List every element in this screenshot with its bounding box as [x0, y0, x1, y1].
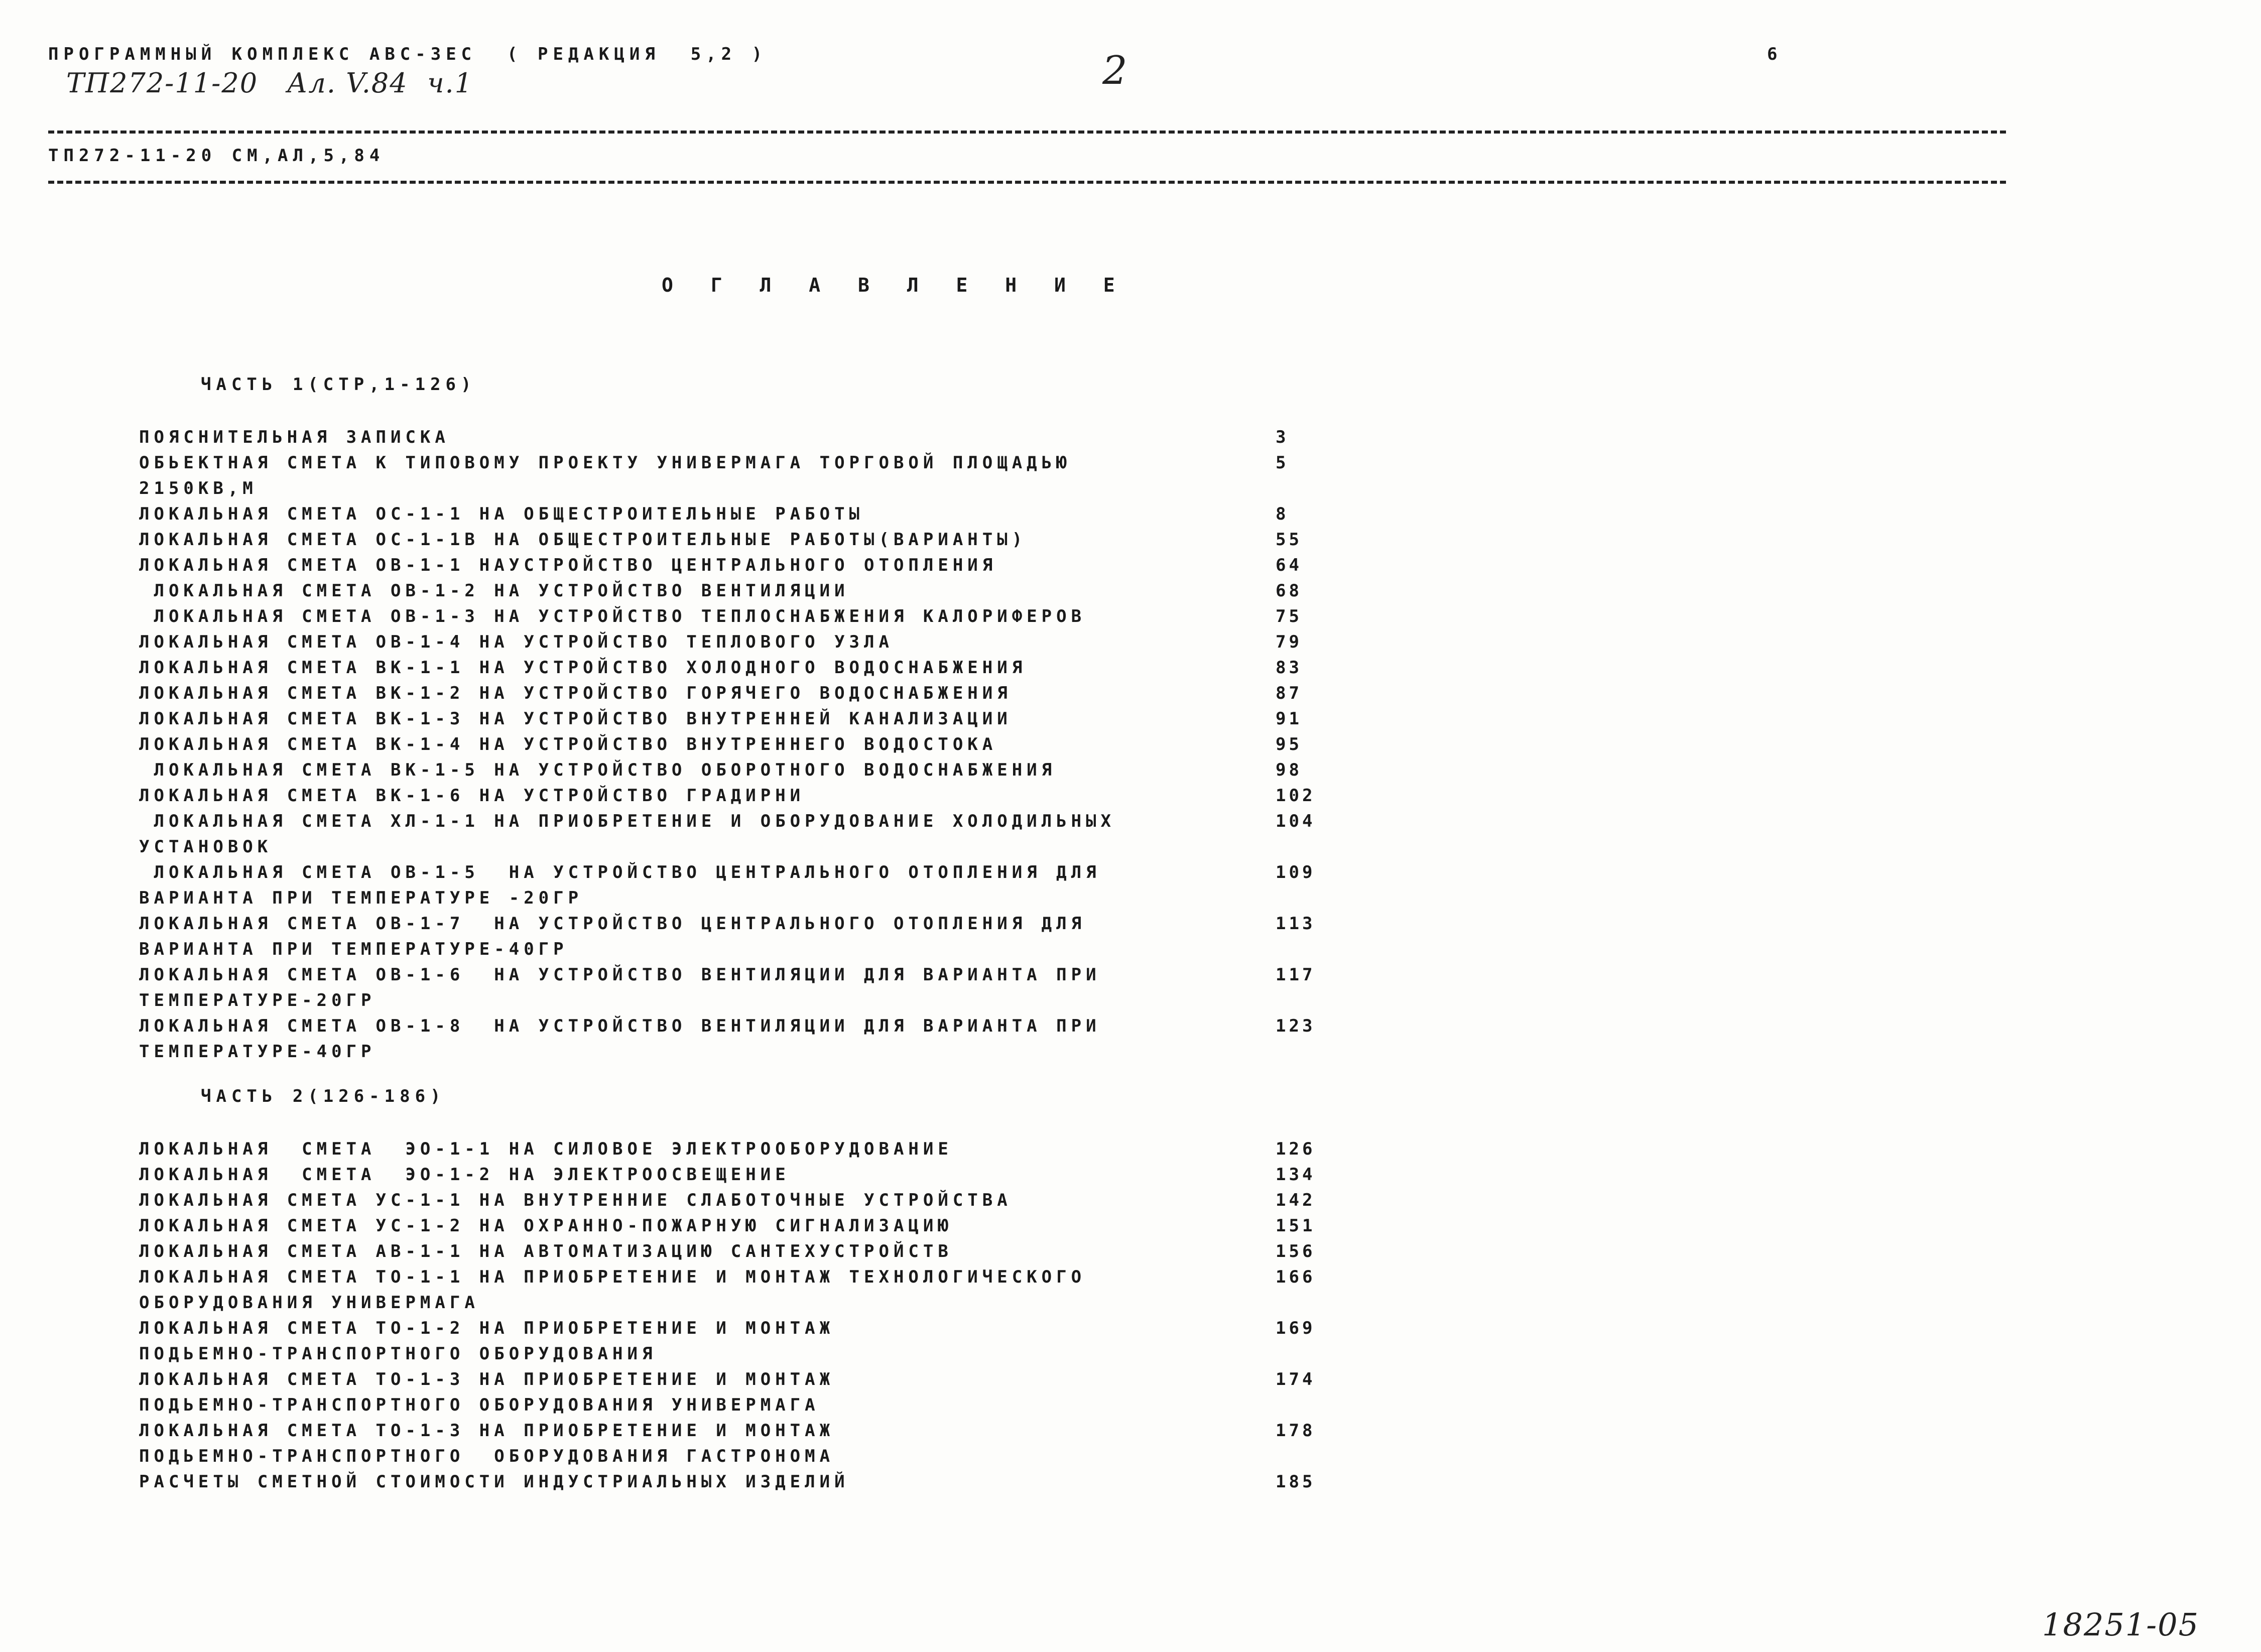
toc-entry-title: РАСЧЕТЫ СМЕТНОЙ СТОИМОСТИ ИНДУСТРИАЛЬНЫХ ИЗДЕЛИЙ	[139, 1472, 849, 1492]
toc-entry	[139, 757, 1334, 783]
toc-entry	[139, 809, 1334, 860]
toc-entry-title: ЛОКАЛЬНАЯ СМЕТА ОВ-1-5 НА УСТРОЙСТВО ЦЕНТРАЛЬНОГО ОТОПЛЕНИЯ ДЛЯ	[139, 862, 1101, 882]
toc-entry-page: 126	[1276, 1139, 1316, 1159]
toc-entry-title: ОБОРУДОВАНИЯ УНИВЕРМАГА	[139, 1293, 479, 1313]
toc-entry-page: 64	[1276, 555, 1302, 575]
part-heading: ЧАСТЬ 2(126-186)	[201, 1086, 446, 1106]
toc-entry-title: ЛОКАЛЬНАЯ СМЕТА ОС-1-1В НА ОБЩЕСТРОИТЕЛЬНЫЕ РАБОТЫ(ВАРИАНТЫ)	[139, 530, 1027, 550]
toc-entry	[139, 1136, 1334, 1162]
toc-entry-title: ВАРИАНТА ПРИ ТЕМПЕРАТУРЕ-40ГР	[139, 939, 568, 959]
toc-entry-page: 3	[1276, 427, 1289, 447]
toc-entry-page: 174	[1276, 1369, 1316, 1389]
toc-entry	[139, 553, 1334, 578]
toc-entry-page: 83	[1276, 658, 1302, 678]
doc-code: ТП272-11-20 СМ,АЛ,5,84	[48, 146, 385, 166]
toc-entry-page: 109	[1276, 862, 1316, 882]
toc-entry-title: ПОДЬЕМНО-ТРАНСПОРТНОГО ОБОРУДОВАНИЯ УНИВЕРМАГА	[139, 1395, 820, 1415]
toc-entry-page: 151	[1276, 1216, 1316, 1236]
toc-entry-title: ЛОКАЛЬНАЯ СМЕТА ТО-1-3 НА ПРИОБРЕТЕНИЕ И МОНТАЖ	[139, 1421, 835, 1441]
toc-entry-title: ЛОКАЛЬНАЯ СМЕТА ВК-1-1 НА УСТРОЙСТВО ХОЛОДНОГО ВОДОСНАБЖЕНИЯ	[139, 658, 1027, 678]
toc-entry-title: ОБЬЕКТНАЯ СМЕТА К ТИПОВОМУ ПРОЕКТУ УНИВЕРМАГА ТОРГОВОЙ ПЛОЩАДЬЮ	[139, 453, 1071, 473]
toc-entry-title: ЛОКАЛЬНАЯ СМЕТА ТО-1-2 НА ПРИОБРЕТЕНИЕ И МОНТАЖ	[139, 1318, 835, 1338]
page-number: 6	[1767, 44, 1783, 64]
toc-entry-title: ЛОКАЛЬНАЯ СМЕТА ОВ-1-7 НА УСТРОЙСТВО ЦЕНТРАЛЬНОГО ОТОПЛЕНИЯ ДЛЯ	[139, 914, 1086, 934]
toc-entry	[139, 425, 1334, 450]
toc-entry	[139, 706, 1334, 732]
toc-entry-title: ПОЯСНИТЕЛЬНАЯ ЗАПИСКА	[139, 427, 450, 447]
dashed-rule-bottom	[48, 181, 2006, 184]
toc-entry-page: 8	[1276, 504, 1289, 524]
toc-entry-title: ВАРИАНТА ПРИ ТЕМПЕРАТУРЕ -20ГР	[139, 888, 583, 908]
toc-entry-page: 98	[1276, 760, 1302, 780]
toc-entry	[139, 450, 1334, 501]
toc-entry-title: ЛОКАЛЬНАЯ СМЕТА ЭО-1-1 НА СИЛОВОЕ ЭЛЕКТРООБОРУДОВАНИЕ	[139, 1139, 953, 1159]
program-header: ПРОГРАММНЫЙ КОМПЛЕКС АВС-ЗЕС ( РЕДАКЦИЯ 5,2 )	[48, 44, 768, 64]
toc-entry-title: УСТАНОВОК	[139, 837, 273, 857]
toc-entry	[139, 1162, 1334, 1188]
toc-entry-title: ЛОКАЛЬНАЯ СМЕТА ВК-1-5 НА УСТРОЙСТВО ОБОРОТНОГО ВОДОСНАБЖЕНИЯ	[139, 760, 1057, 780]
toc-entry-page: 91	[1276, 709, 1302, 729]
toc-entry-page: 87	[1276, 683, 1302, 703]
toc-entry-page: 117	[1276, 965, 1316, 985]
toc-entry-title: ЛОКАЛЬНАЯ СМЕТА ТО-1-1 НА ПРИОБРЕТЕНИЕ И МОНТАЖ ТЕХНОЛОГИЧЕСКОГО	[139, 1267, 1086, 1287]
toc-entry-page: 185	[1276, 1472, 1316, 1492]
toc-entry-title: ЛОКАЛЬНАЯ СМЕТА ОВ-1-4 НА УСТРОЙСТВО ТЕПЛОВОГО УЗЛА	[139, 632, 894, 652]
toc-entry	[139, 681, 1334, 706]
toc-entry-page: 55	[1276, 530, 1302, 550]
toc-entry	[139, 911, 1334, 962]
toc-entry	[139, 578, 1334, 604]
toc-entry	[139, 783, 1334, 809]
part-heading: ЧАСТЬ 1(СТР,1-126)	[201, 374, 476, 395]
toc-entry-page: 68	[1276, 581, 1302, 601]
toc-entry	[139, 1418, 1334, 1469]
toc-entry-page: 75	[1276, 606, 1302, 626]
page-title: О Г Л А В Л Е Н И Е	[662, 274, 1128, 296]
toc-entry	[139, 962, 1334, 1013]
toc-entry-title: ПОДЬЕМНО-ТРАНСПОРТНОГО ОБОРУДОВАНИЯ	[139, 1344, 657, 1364]
toc-entry-title: ЛОКАЛЬНАЯ СМЕТА ОВ-1-6 НА УСТРОЙСТВО ВЕНТИЛЯЦИИ ДЛЯ ВАРИАНТА ПРИ	[139, 965, 1101, 985]
toc-entry	[139, 1367, 1334, 1418]
toc-entry-page: 178	[1276, 1421, 1316, 1441]
toc-entry-page: 123	[1276, 1016, 1316, 1036]
toc-entry-title: ЛОКАЛЬНАЯ СМЕТА ОВ-1-2 НА УСТРОЙСТВО ВЕНТИЛЯЦИИ	[139, 581, 849, 601]
toc-entry-page: 113	[1276, 914, 1316, 934]
toc-entry-title: ПОДЬЕМНО-ТРАНСПОРТНОГО ОБОРУДОВАНИЯ ГАСТРОНОМА	[139, 1446, 835, 1466]
toc-entry	[139, 1316, 1334, 1367]
toc-entry-title: ЛОКАЛЬНАЯ СМЕТА УС-1-2 НА ОХРАННО-ПОЖАРНУЮ СИГНАЛИЗАЦИЮ	[139, 1216, 953, 1236]
toc-entry-page: 134	[1276, 1165, 1316, 1185]
toc-entry	[139, 1469, 1334, 1495]
toc-entry-title: ЛОКАЛЬНАЯ СМЕТА ВК-1-6 НА УСТРОЙСТВО ГРАДИРНИ	[139, 786, 805, 806]
toc-entry	[139, 1013, 1334, 1065]
toc-entry	[139, 860, 1334, 911]
toc-entry	[139, 629, 1334, 655]
toc-entry	[139, 501, 1334, 527]
toc-entry	[139, 1264, 1334, 1316]
toc-entry-page: 102	[1276, 786, 1316, 806]
toc-entry	[139, 527, 1334, 553]
toc-entry-title: ЛОКАЛЬНАЯ СМЕТА ОВ-1-3 НА УСТРОЙСТВО ТЕПЛОСНАБЖЕНИЯ КАЛОРИФЕРОВ	[139, 606, 1086, 626]
toc-entry-page: 156	[1276, 1241, 1316, 1261]
toc-entry	[139, 732, 1334, 757]
toc-entry-title: ЛОКАЛЬНАЯ СМЕТА ОС-1-1 НА ОБЩЕСТРОИТЕЛЬНЫЕ РАБОТЫ	[139, 504, 864, 524]
toc-entry-title: ЛОКАЛЬНАЯ СМЕТА ВК-1-3 НА УСТРОЙСТВО ВНУТРЕННЕЙ КАНАЛИЗАЦИИ	[139, 709, 1012, 729]
toc-entry-page: 5	[1276, 453, 1289, 473]
toc-entry-page: 104	[1276, 811, 1316, 831]
toc-entry	[139, 1213, 1334, 1239]
toc-entry	[139, 604, 1334, 629]
toc-entry-title: ЛОКАЛЬНАЯ СМЕТА ОВ-1-1 НАУСТРОЙСТВО ЦЕНТРАЛЬНОГО ОТОПЛЕНИЯ	[139, 555, 997, 575]
toc-entry-page: 79	[1276, 632, 1302, 652]
toc-entry-page: 95	[1276, 734, 1302, 754]
toc-entry	[139, 1188, 1334, 1213]
toc-entry-title: ЛОКАЛЬНАЯ СМЕТА ТО-1-3 НА ПРИОБРЕТЕНИЕ И МОНТАЖ	[139, 1369, 835, 1389]
handwritten-page-mark: 2	[1102, 48, 1128, 93]
toc-entry-title: ЛОКАЛЬНАЯ СМЕТА ЭО-1-2 НА ЭЛЕКТРООСВЕЩЕНИЕ	[139, 1165, 790, 1185]
toc-entry-title: ЛОКАЛЬНАЯ СМЕТА ВК-1-2 НА УСТРОЙСТВО ГОРЯЧЕГО ВОДОСНАБЖЕНИЯ	[139, 683, 1012, 703]
handwritten-archive-number: 18251-05	[2042, 1606, 2200, 1643]
dashed-rule-top	[48, 131, 2006, 134]
toc-entry-page: 142	[1276, 1190, 1316, 1210]
toc-entry-title: ЛОКАЛЬНАЯ СМЕТА ВК-1-4 НА УСТРОЙСТВО ВНУТРЕННЕГО ВОДОСТОКА	[139, 734, 997, 754]
toc-entry-title: ТЕМПЕРАТУРЕ-40ГР	[139, 1042, 376, 1062]
handwritten-ref: ТП272-11-20 Ал. V.84 ч.1	[66, 67, 473, 99]
toc-entry-page: 166	[1276, 1267, 1316, 1287]
toc-entry-title: ТЕМПЕРАТУРЕ-20ГР	[139, 990, 376, 1010]
toc-entry	[139, 655, 1334, 681]
toc-entry-page: 169	[1276, 1318, 1316, 1338]
toc-entry-title: 2150КВ,М	[139, 478, 258, 498]
toc-entry-title: ЛОКАЛЬНАЯ СМЕТА АВ-1-1 НА АВТОМАТИЗАЦИЮ САНТЕХУСТРОЙСТВ	[139, 1241, 953, 1261]
toc-entry-title: ЛОКАЛЬНАЯ СМЕТА ХЛ-1-1 НА ПРИОБРЕТЕНИЕ И ОБОРУДОВАНИЕ ХОЛОДИЛЬНЫХ	[139, 811, 1116, 831]
toc-entry-title: ЛОКАЛЬНАЯ СМЕТА ОВ-1-8 НА УСТРОЙСТВО ВЕНТИЛЯЦИИ ДЛЯ ВАРИАНТА ПРИ	[139, 1016, 1101, 1036]
toc-entry-title: ЛОКАЛЬНАЯ СМЕТА УС-1-1 НА ВНУТРЕННИЕ СЛАБОТОЧНЫЕ УСТРОЙСТВА	[139, 1190, 1012, 1210]
toc-entry	[139, 1239, 1334, 1264]
